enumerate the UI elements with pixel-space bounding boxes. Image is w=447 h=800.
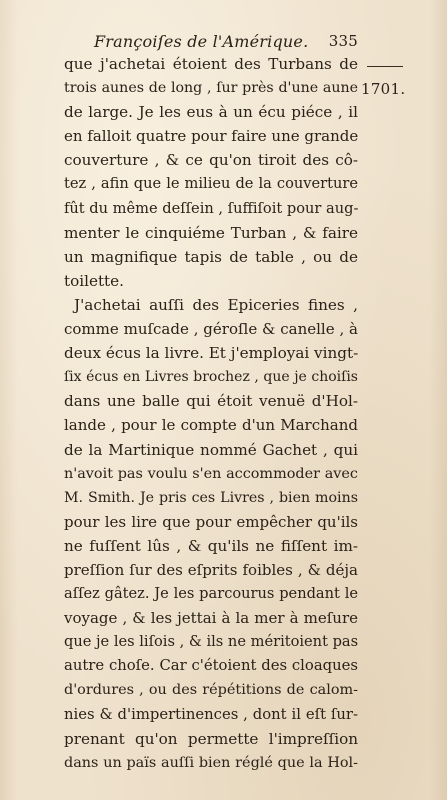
text-line: tez , afin que le milieu de la couverture <box>64 175 358 193</box>
text-line: couverture , & ce qu'on tiroit des cô- <box>64 151 358 170</box>
text-line: lande , pour le compte d'un Marchand <box>64 416 358 435</box>
text-line: fût du même deſſein , ſuffiſoit pour aug- <box>64 199 359 217</box>
body-text <box>64 52 358 775</box>
text-line: ſix écus en Livres brochez , que je choiſis <box>64 369 358 386</box>
paragraph-start-line: J'achetai auſſi des Epiceries fines , <box>74 295 358 314</box>
text-line: nies & d'impertinences , dont il eſt ſur- <box>64 705 358 723</box>
text-line: de large. Je les eus à un écu piéce , il <box>64 103 358 122</box>
text-line: voyage , & les jettai à la mer à meſure <box>64 609 358 628</box>
text-line: deux écus la livre. Et j'employai vingt- <box>64 344 359 363</box>
text-line: que je les liſois , & ils ne méritoient pas <box>64 633 359 651</box>
running-head <box>94 32 358 54</box>
running-head-title: Françoiſes de l'Amérique. <box>94 32 309 51</box>
page-number: 335 <box>328 32 358 50</box>
text-line: M. Smith. Je pris ces Livres , bien moins <box>64 489 358 506</box>
text-line: ne fuſſent lûs , & qu'ils ne fiſſent im- <box>64 536 358 555</box>
text-line: autre choſe. Car c'étoient des cloaques <box>64 657 358 675</box>
text-line: un magnifique tapis de table , ou de <box>64 247 358 266</box>
text-line: comme muſcade , géroſle & canelle , à <box>64 320 358 339</box>
text-line: prenant qu'on permette l'impreſſion <box>64 729 358 748</box>
text-line: pour les lire que pour empêcher qu'ils <box>64 512 358 531</box>
margin-year-note: 1701. <box>361 80 406 98</box>
text-line: d'ordures , ou des répétitions de calom- <box>64 682 358 699</box>
text-line: dans un païs auſſi bien réglé que la Hol- <box>64 754 358 771</box>
text-line: preſſion ſur des eſprits foibles , & déja <box>64 560 358 579</box>
text-line: dans une balle qui étoit venuë d'Hol- <box>64 392 358 411</box>
text-line: n'avoit pas voulu s'en accommoder avec <box>64 465 358 482</box>
text-line: en falloit quatre pour faire une grande <box>64 127 359 146</box>
text-line: de la Martinique nommé Gachet , qui <box>64 440 358 459</box>
margin-rule <box>367 66 403 67</box>
text-line: aſſez gâtez. Je les parcourus pendant le <box>64 585 358 603</box>
text-line: toilette. <box>64 271 124 290</box>
text-line: trois aunes de long , ſur près d'une aune <box>64 80 358 97</box>
text-line: menter le cinquiéme Turban , & faire <box>64 223 358 242</box>
text-line: que j'achetai étoient des Turbans de <box>64 55 358 73</box>
